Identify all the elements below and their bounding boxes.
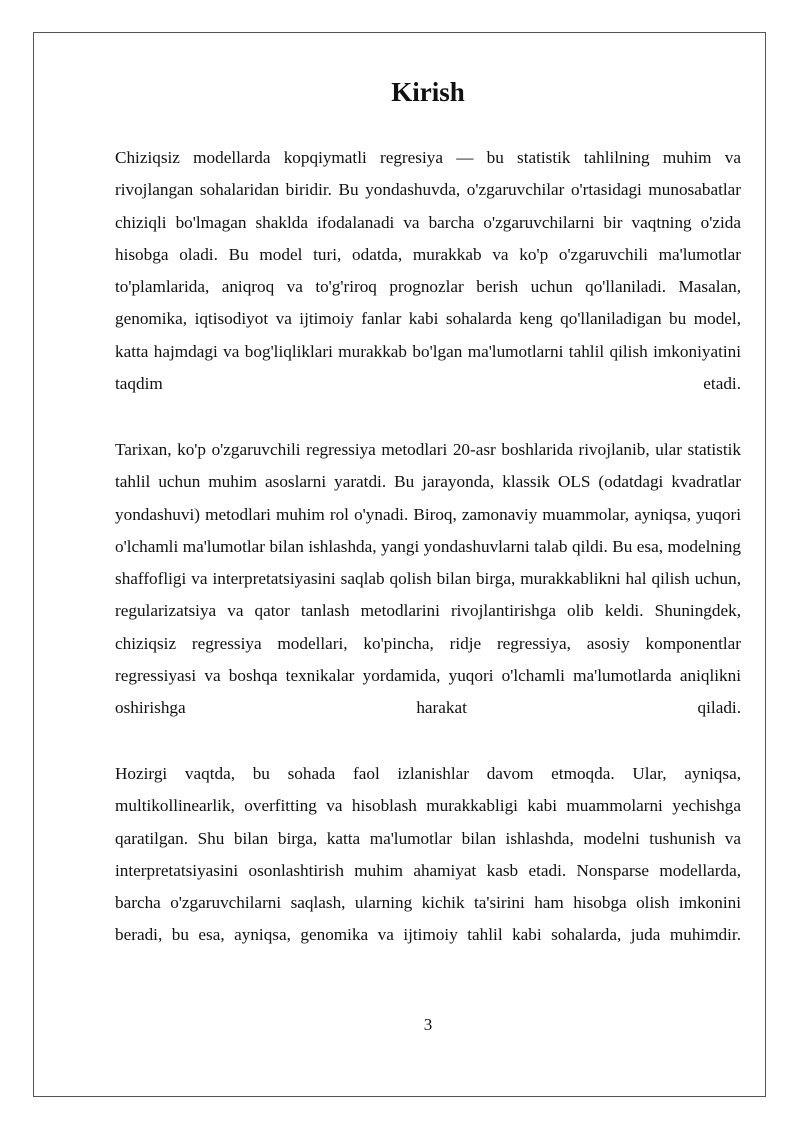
paragraph-1: Chiziqsiz modellarda kopqiymatli regresiya — bu statistik tahlilning muhim va rivojlangan sohalaridan biridir. Bu yondashuvda, o'zgaruvchilar o'rtasidagi munosabatlar chiziqli bo'lmagan shaklda ifodalanadi va barcha o'zgaruvchilarni bir vaqtning o'zida hisobga oladi. Bu model turi, odatda, murakkab va ko'p o'zgaruvchili ma'lumotlar to'plamlarida, aniqroq va to'g'riroq prognozlar berish uchun qo'llaniladi. Masalan, genomika, iqtisodiyot va ijtimoiy fanlar kabi sohalarda keng qo'llaniladigan bu model, katta hajmdagi va bog'liqliklari murakkab bo'lgan ma'lumotlarni tahlil qilish imkoniyatini taqdim etadi. [115,148,741,394]
page-number: 3 [423,1015,433,1034]
page-title: Kirish [391,77,465,107]
paragraph-3: Hozirgi vaqtda, bu sohada faol izlanishlar davom etmoqda. Ular, ayniqsa, multikollinearlik, overfitting va hisoblash murakkabligi kabi muammolarni yechishga qaratilgan. Shu bilan birga, katta ma'lumotlar bilan ishlashda, modelni tushunish va interpretatsiyasini osonlashtirish muhim ahamiyat kasb etadi. Nonsparse modellarda, barcha o'zgaruvchilarni saqlash, ularning kichik ta'sirini ham hisobga olish imkonini beradi, bu esa, ayniqsa, genomika va ijtimoiy tahlil kabi sohalarda, juda muhimdir. [115,764,741,945]
paragraph-2: Tarixan, ko'p o'zgaruvchili regressiya metodlari 20-asr boshlarida rivojlanib, ular statistik tahlil uchun muhim asoslarni yaratdi. Bu jarayonda, klassik OLS (odatdagi kvadratlar yondashuvi) metodlari muhim rol o'ynadi. Biroq, zamonaviy muammolar, ayniqsa, yuqori o'lchamli ma'lumotlar bilan ishlashda, yangi yondashuvlarni talab qildi. Bu esa, modelning shaffofligi va interpretatsiyasini saqlab qolish bilan birga, murakkablikni hal qilish uchun, regularizatsiya va qator tanlash metodlarini rivojlantirishga olib keldi. Shuningdek, chiziqsiz regressiya modellari, ko'pincha, ridje regressiya, asosiy komponentlar regressiyasi va boshqa texnikalar yordamida, yuqori o'lchamli ma'lumotlarda aniqlikni oshirishga harakat qiladi. [115,440,741,718]
